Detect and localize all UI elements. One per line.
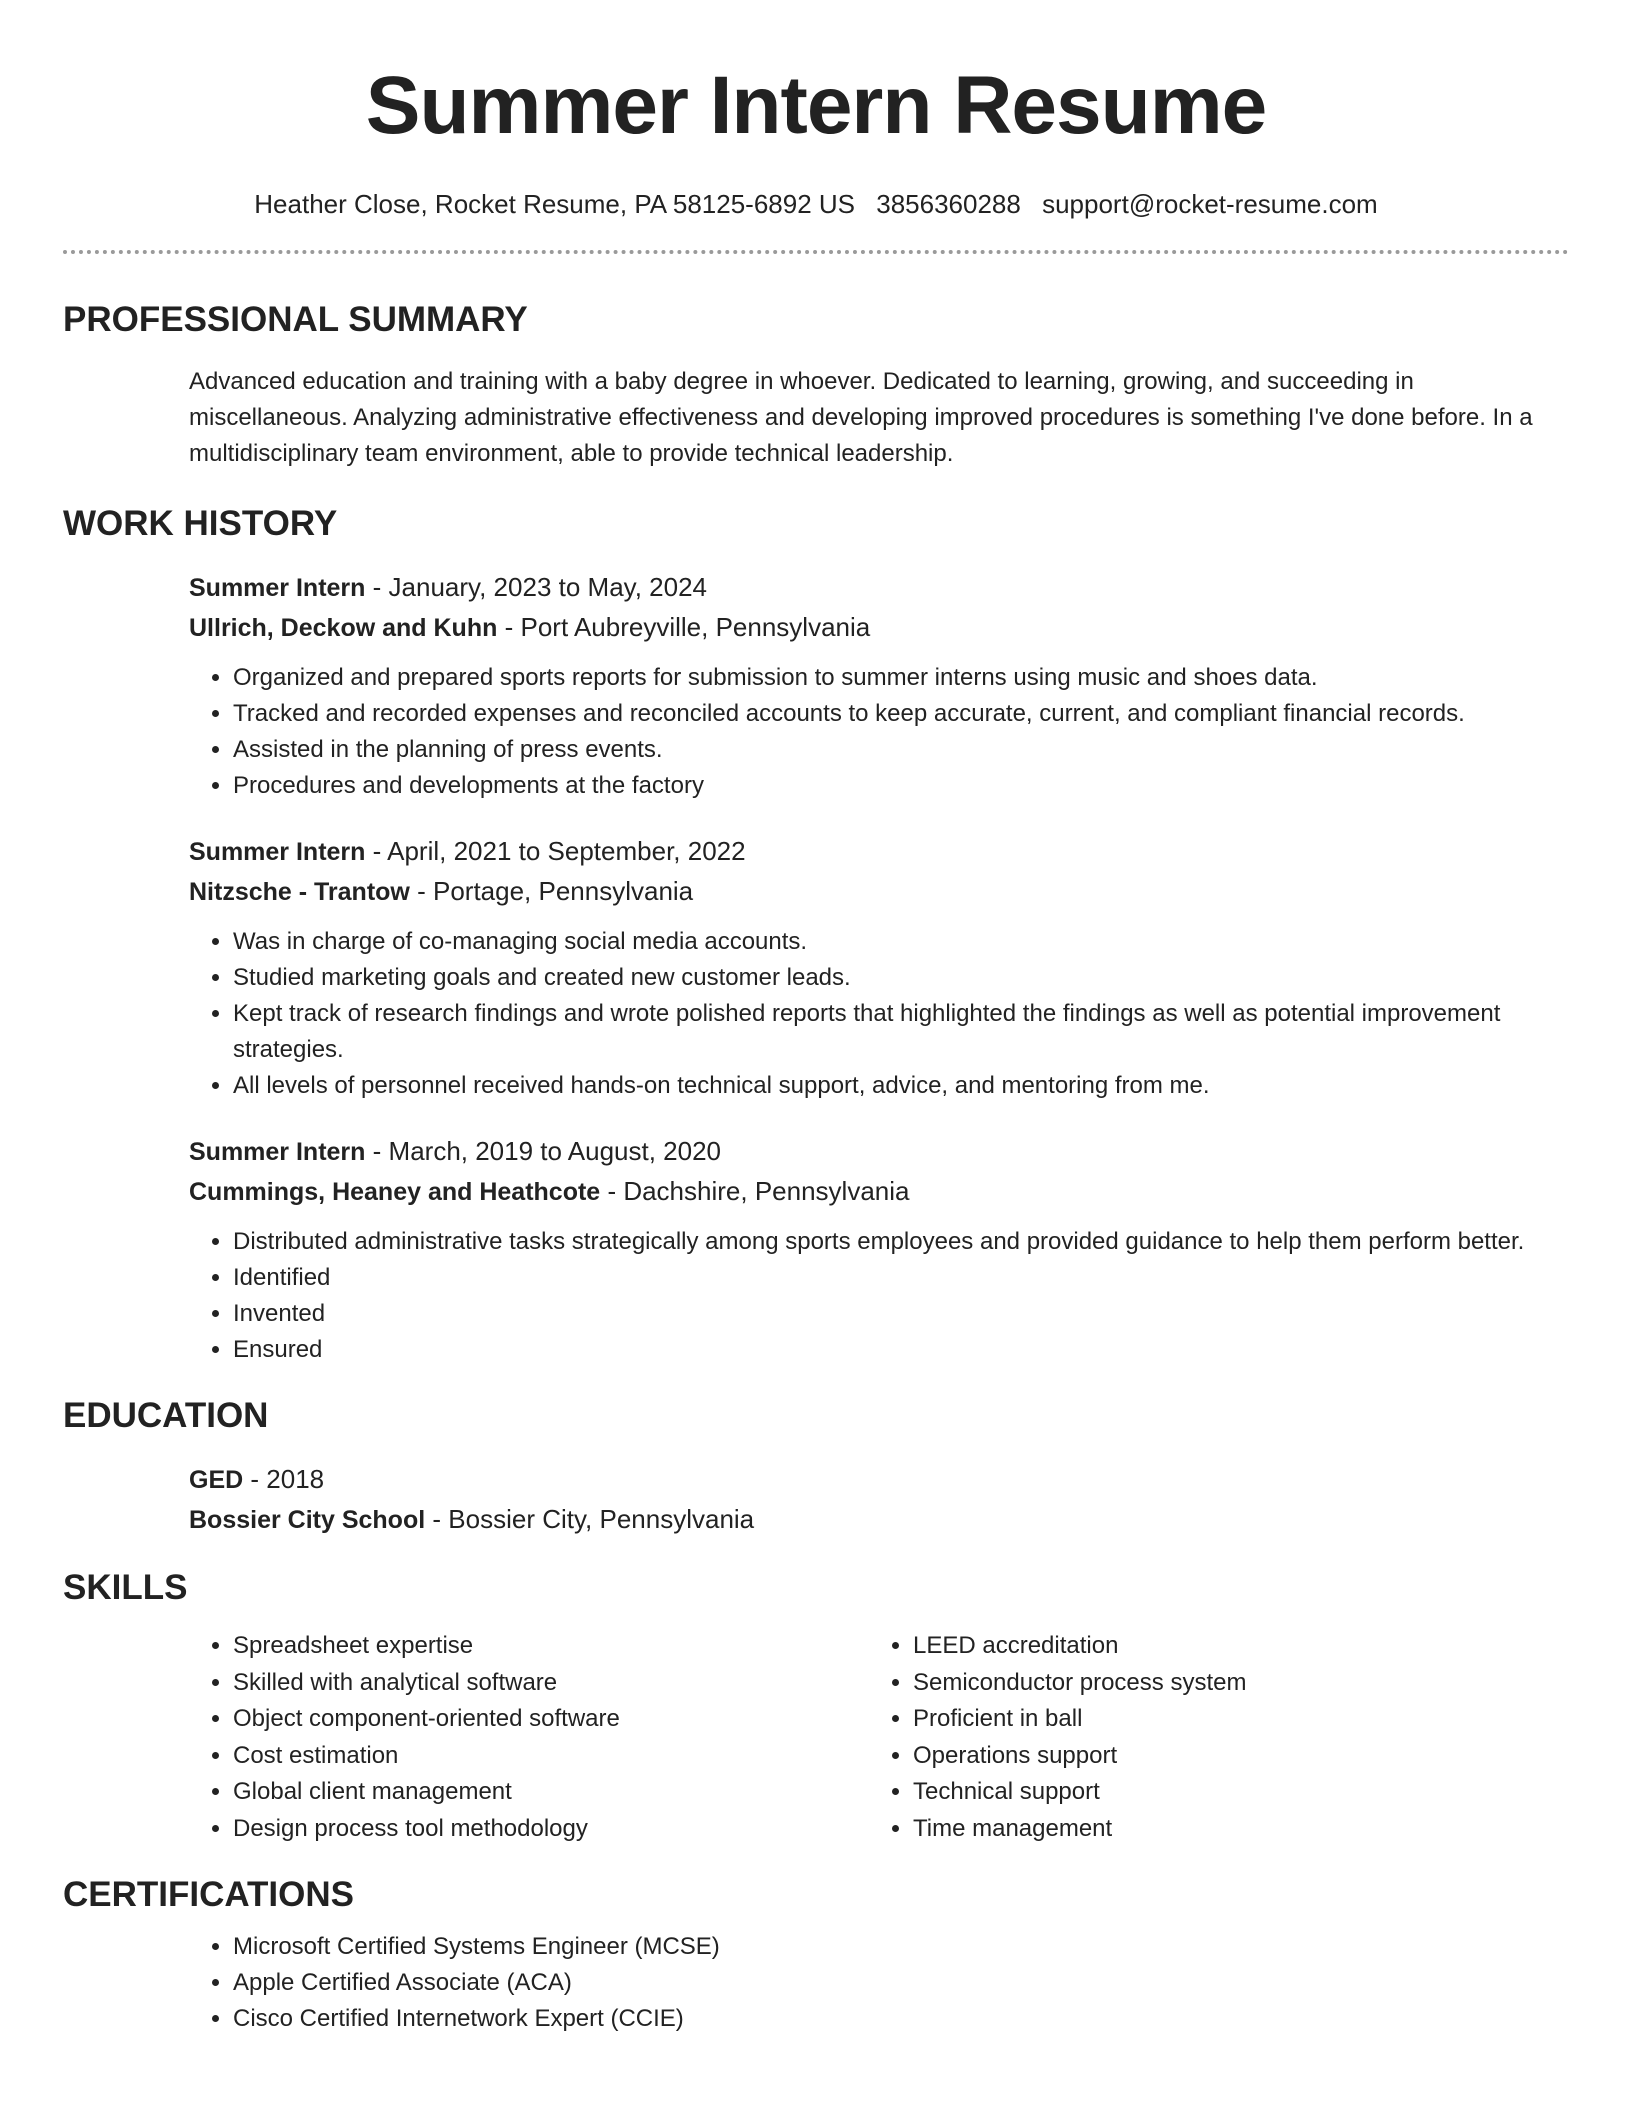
- list-item: • Spreadsheet expertise: [233, 1628, 869, 1665]
- header-divider: [63, 250, 1569, 254]
- list-item: • Object component-oriented software: [233, 1701, 869, 1738]
- list-item: • Identified: [233, 1260, 1569, 1296]
- job-entry: [189, 832, 1569, 1104]
- job-entry: [189, 568, 1569, 804]
- list-item: • Was in charge of co-managing social media accounts.: [233, 924, 1569, 960]
- list-item: • Proficient in ball: [913, 1701, 1549, 1738]
- job-title: Summer Intern: [189, 1138, 366, 1166]
- list-item: • Ensured: [233, 1332, 1569, 1368]
- job-location: - Dachshire, Pennsylvania: [600, 1176, 910, 1206]
- school-location: - Bossier City, Pennsylvania: [425, 1504, 755, 1534]
- contact-address: Heather Close, Rocket Resume, PA 58125-6892 US: [254, 189, 856, 219]
- list-item: • Skilled with analytical software: [233, 1665, 869, 1702]
- job-company: Cummings, Heaney and Heathcote: [189, 1178, 601, 1206]
- job-company-line: [189, 1172, 1569, 1212]
- list-item: • All levels of personnel received hands-on technical support, advice, and mentoring from me.: [233, 1068, 1569, 1104]
- section-skills: [63, 1566, 1569, 1847]
- job-list: [189, 568, 1569, 1368]
- job-dates: - April, 2021 to September, 2022: [365, 836, 746, 866]
- job-title-line: [189, 568, 1569, 608]
- list-item: • Tracked and recorded expenses and reconciled accounts to keep accurate, current, and compliant financial records.: [233, 696, 1569, 732]
- degree-year: - 2018: [243, 1464, 325, 1494]
- contact-email: support@rocket-resume.com: [1042, 189, 1378, 219]
- skills-column-left: [189, 1628, 869, 1847]
- list-item: • Studied marketing goals and created new customer leads.: [233, 960, 1569, 996]
- job-dates: - January, 2023 to May, 2024: [365, 572, 708, 602]
- list-item: • Global client management: [233, 1774, 869, 1811]
- job-dates: - March, 2019 to August, 2020: [365, 1136, 721, 1166]
- list-item: • Time management: [913, 1811, 1549, 1848]
- summary-text: Advanced education and training with a baby degree in whoever. Dedicated to learning, growing, and succeeding in miscellaneous. Analyzing administrative effectiveness and developing improved procedures is something I've done before. In a multidisciplinary team environment, able to provide technical leadership.: [189, 368, 1533, 467]
- skills-column-right: [869, 1628, 1549, 1847]
- job-title: Summer Intern: [189, 838, 366, 866]
- list-item: • Kept track of research findings and wrote polished reports that highlighted the findings as well as potential improvement strategies.: [233, 996, 1569, 1068]
- job-company: Ullrich, Deckow and Kuhn: [189, 614, 498, 642]
- list-item: • Design process tool methodology: [233, 1811, 869, 1848]
- education-entry: [189, 1460, 1569, 1540]
- list-item: • Operations support: [913, 1738, 1549, 1775]
- job-company-line: [189, 608, 1569, 648]
- job-title-line: [189, 1132, 1569, 1172]
- contact-line: [63, 188, 1569, 220]
- job-entry: [189, 1132, 1569, 1368]
- list-item: • Invented: [233, 1296, 1569, 1332]
- section-heading-summary: PROFESSIONAL SUMMARY: [63, 300, 528, 339]
- list-item: • LEED accreditation: [913, 1628, 1549, 1665]
- job-bullets: [189, 1224, 1569, 1368]
- list-item: • Procedures and developments at the factory: [233, 768, 1569, 804]
- section-heading-skills: SKILLS: [63, 1568, 188, 1607]
- school-line: [189, 1500, 1569, 1540]
- section-certifications: [63, 1873, 1569, 2037]
- section-heading-work: WORK HISTORY: [63, 504, 338, 543]
- list-item: • Cost estimation: [233, 1738, 869, 1775]
- job-title-line: [189, 832, 1569, 872]
- job-title: Summer Intern: [189, 574, 366, 602]
- list-item: • Technical support: [913, 1774, 1549, 1811]
- job-location: - Port Aubreyville, Pennsylvania: [497, 612, 871, 642]
- section-work-history: [63, 502, 1569, 1368]
- job-location: - Portage, Pennsylvania: [409, 876, 694, 906]
- skills-grid: [189, 1628, 1569, 1847]
- section-summary: [63, 298, 1569, 472]
- job-company-line: [189, 872, 1569, 912]
- job-bullets: [189, 660, 1569, 804]
- section-heading-education: EDUCATION: [63, 1396, 269, 1435]
- list-item: • Microsoft Certified Systems Engineer (MCSE): [233, 1929, 1569, 1965]
- contact-phone: 3856360288: [876, 189, 1021, 219]
- section-heading-certifications: CERTIFICATIONS: [63, 1875, 355, 1914]
- list-item: • Organized and prepared sports reports for submission to summer interns using music and shoes data.: [233, 660, 1569, 696]
- list-item: • Distributed administrative tasks strategically among sports employees and provided guidance to help them perform better.: [233, 1224, 1569, 1260]
- degree-line: [189, 1460, 1569, 1500]
- certification-list: [189, 1929, 1569, 2037]
- degree: GED: [189, 1466, 244, 1494]
- list-item: • Cisco Certified Internetwork Expert (CCIE): [233, 2001, 1569, 2037]
- section-education: [63, 1394, 1569, 1540]
- list-item: • Semiconductor process system: [913, 1665, 1549, 1702]
- list-item: • Assisted in the planning of press events.: [233, 732, 1569, 768]
- list-item: • Apple Certified Associate (ACA): [233, 1965, 1569, 2001]
- school-name: Bossier City School: [189, 1506, 426, 1534]
- job-bullets: [189, 924, 1569, 1104]
- job-company: Nitzsche - Trantow: [189, 878, 410, 906]
- page-title: Summer Intern Resume: [365, 60, 1267, 151]
